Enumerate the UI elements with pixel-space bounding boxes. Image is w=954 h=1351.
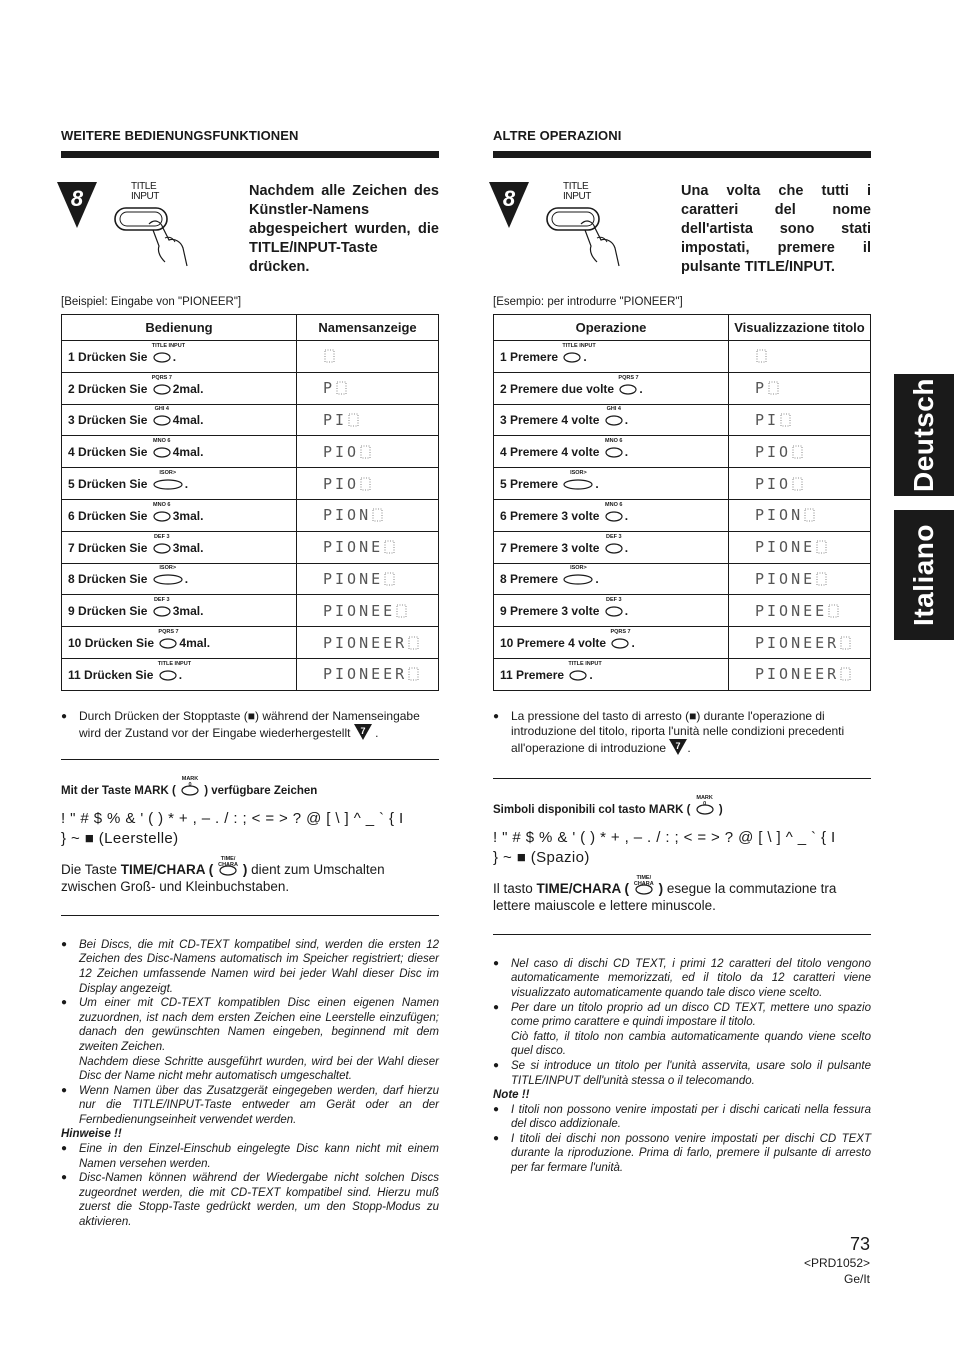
- operation-cell: [62, 531, 297, 563]
- note-item: ● Bei Discs, die mit CD-TEXT kompatibel sind, werden die ersten 12 Zeichen des Disc-Namens automatisch im Speicher registriert; dieser 12 Zeichen umfassende Namen wird bei jeder Wahl dieser Disc im Display angezeigt.: [61, 938, 439, 996]
- example-caption: [Beispiel: Eingabe von "PIONEER"]: [61, 296, 242, 308]
- page-number: 73: [849, 1234, 870, 1254]
- row-suffix: .: [595, 477, 599, 492]
- operation-cell: [62, 595, 297, 627]
- display-cell: [297, 404, 439, 436]
- row-number: 2: [68, 381, 75, 396]
- heavy-rule: [61, 151, 439, 158]
- row-number: 8: [500, 572, 507, 587]
- key-label: GHI 4: [606, 406, 621, 413]
- cursor-blink-icon: [791, 475, 805, 493]
- cursor-blink-icon: [755, 347, 769, 365]
- key-label: DEF 3: [153, 597, 170, 604]
- operation-cell: [494, 404, 729, 436]
- operation-cell: [62, 563, 297, 595]
- icon-label-title: TITLE: [563, 181, 589, 192]
- operation-table: [493, 314, 871, 691]
- operation-cell: [62, 436, 297, 468]
- display-cell: [729, 595, 871, 627]
- table-row: [494, 531, 871, 563]
- cursor-blink-icon: [767, 379, 781, 397]
- time-chara-description: Die Taste TIME/CHARA ( TIME/ CHARA ) dient zum Umschalten zwischen Groß- und Kleinbuchstaben.: [61, 855, 385, 894]
- step-badge-icon: [489, 182, 529, 228]
- display-cell: [297, 499, 439, 531]
- key-label: TITLE INPUT: [151, 342, 186, 349]
- table-row: [62, 341, 439, 373]
- operation-cell: [494, 436, 729, 468]
- row-text: Premere 3 volte: [510, 508, 600, 523]
- lcd-display: P: [755, 379, 768, 398]
- display-cell: [729, 404, 871, 436]
- lcd-display: PIO: [755, 474, 792, 493]
- row-text: Premere due volte: [510, 381, 615, 396]
- lcd-display: PIONEE: [755, 601, 828, 620]
- remote-key-icon: [604, 533, 624, 554]
- row-text: Premere 4 volte: [510, 413, 600, 428]
- svg-text:8: 8: [70, 186, 84, 211]
- remote-key-icon: [152, 470, 184, 490]
- display-cell: [729, 372, 871, 404]
- row-suffix: .: [583, 349, 587, 364]
- lcd-display: PIONE: [323, 538, 384, 557]
- example-caption: [Esempio: per introdurre "PIONEER"]: [493, 296, 683, 308]
- remote-key-icon: [152, 533, 172, 554]
- key-label: PQRS 7: [618, 374, 639, 381]
- lcd-display: PION: [755, 506, 804, 525]
- table-row: [494, 658, 871, 690]
- section-title: WEITERE BEDIENUNGSFUNKTIONEN: [61, 128, 299, 143]
- remote-key-icon: [604, 438, 624, 458]
- row-text: Premere: [510, 572, 559, 587]
- divider: [61, 759, 439, 760]
- page-footer: [804, 1234, 870, 1287]
- operation-cell: [494, 341, 729, 373]
- cursor-blink-icon: [359, 443, 373, 461]
- row-number: 7: [500, 540, 507, 555]
- cursor-blink-icon: [395, 602, 409, 620]
- row-text: Premere: [516, 667, 565, 682]
- row-number: 11: [500, 667, 513, 682]
- cursor-blink-icon: [383, 538, 397, 556]
- lcd-display: PIONE: [323, 569, 384, 588]
- table-row: [62, 595, 439, 627]
- note-item: ● Um einer mit CD-TEXT kompatiblen Disc einen eigenen Namen zuzuordnen, ist nach dem ersten Zeichen eine Leerstelle einzufügen; danach den gewünschten Namen eingeben, beginnend mit dem zweiten Zeichen.: [61, 996, 439, 1054]
- operation-cell: [494, 468, 729, 500]
- row-suffix: .: [184, 572, 189, 587]
- row-text: Drücken Sie: [78, 445, 148, 460]
- row-number: 8: [68, 572, 75, 587]
- key-label: TITLE INPUT: [157, 660, 192, 667]
- table-header: Visualizzazione titolo: [729, 315, 871, 341]
- cursor-blink-icon: [407, 634, 421, 652]
- display-cell: [297, 627, 439, 659]
- table-row: [494, 372, 871, 404]
- language-tab-italiano: Italiano: [894, 510, 954, 640]
- operation-cell: [62, 627, 297, 659]
- key-label: ISOR>: [159, 470, 177, 477]
- table-row: [62, 436, 439, 468]
- key-label: ISOR>: [159, 565, 177, 572]
- mark-key-icon: MARK 0: [695, 801, 715, 815]
- lcd-display: PIO: [323, 474, 360, 493]
- row-text: Drücken Sie: [78, 349, 148, 364]
- icon-label-title: TITLE: [131, 181, 157, 192]
- lcd-display: PIO: [323, 442, 360, 461]
- row-suffix: 3mal.: [172, 540, 204, 555]
- table-header: Operazione: [494, 315, 729, 341]
- cursor-blink-icon: [815, 570, 829, 588]
- lcd-display: PIONEER: [323, 633, 408, 652]
- row-suffix: .: [624, 540, 629, 555]
- step-8: [493, 180, 871, 296]
- remote-key-icon: [562, 565, 594, 585]
- step-8: [61, 180, 439, 296]
- key-label: DEF 3: [153, 533, 170, 540]
- display-cell: [729, 658, 871, 690]
- remote-key-icon: [152, 597, 172, 617]
- operation-cell: [62, 404, 297, 436]
- row-number: 4: [500, 445, 507, 460]
- display-cell: [729, 531, 871, 563]
- remote-key-icon: [604, 501, 624, 522]
- row-text: Premere 3 volte: [510, 604, 600, 619]
- remote-key-icon: [610, 629, 631, 649]
- table-row: [62, 531, 439, 563]
- row-suffix: .: [595, 572, 599, 587]
- key-label: TITLE INPUT: [562, 342, 596, 349]
- row-number: 9: [500, 604, 507, 619]
- display-cell: [729, 468, 871, 500]
- operation-cell: [494, 499, 729, 531]
- cursor-blink-icon: [815, 538, 829, 556]
- divider: [493, 778, 871, 779]
- section-title: ALTRE OPERAZIONI: [493, 128, 622, 143]
- table-row: [494, 499, 871, 531]
- svg-text:7: 7: [360, 725, 366, 736]
- row-suffix: .: [631, 636, 635, 651]
- notes-list: [61, 938, 439, 1230]
- remote-key-icon: [152, 406, 172, 426]
- operation-cell: [62, 499, 297, 531]
- key-label: GHI 4: [154, 406, 169, 413]
- row-text: Drücken Sie: [84, 636, 155, 651]
- table-row: [494, 468, 871, 500]
- table-row: [494, 595, 871, 627]
- column-german: [61, 128, 439, 1230]
- display-cell: [297, 436, 439, 468]
- display-cell: [729, 341, 871, 373]
- row-suffix: 3mal.: [172, 604, 204, 619]
- time-chara-description: Il tasto TIME/CHARA ( TIME/ CHARA ) esegue la commutazione tra lettere maiuscole e lettere minuscole.: [493, 874, 837, 913]
- note-item: ● I titoli non possono venire impostati per i dischi caricati nella fessura del disco addizionale.: [493, 1103, 871, 1132]
- table-row: [62, 372, 439, 404]
- document-code: <PRD1052>: [803, 1256, 870, 1270]
- key-label: DEF 3: [605, 533, 622, 540]
- row-text: Drücken Sie: [78, 540, 148, 555]
- display-cell: [729, 563, 871, 595]
- row-suffix: 4mal.: [179, 636, 211, 651]
- lcd-display: PION: [323, 506, 372, 525]
- mark-key-icon: MARK 0: [180, 782, 200, 796]
- divider: [493, 934, 871, 935]
- display-cell: [729, 499, 871, 531]
- key-label: TITLE INPUT: [568, 660, 602, 667]
- notes-heading: Note !!: [493, 1089, 530, 1102]
- operation-cell: [494, 595, 729, 627]
- remote-key-icon: [158, 629, 179, 649]
- row-text: Drücken Sie: [84, 667, 154, 682]
- row-number: 5: [500, 477, 507, 492]
- row-suffix: .: [624, 445, 629, 460]
- icon-label-input: INPUT: [131, 191, 160, 202]
- remote-key-icon: [568, 660, 602, 681]
- row-text: Premere 4 volte: [516, 636, 607, 651]
- row-number: 1: [68, 349, 75, 364]
- step-ref-icon: [354, 724, 372, 740]
- lcd-display: PIONE: [755, 569, 816, 588]
- row-text: Drücken Sie: [78, 477, 148, 492]
- stop-note: ● La pressione del tasto di arresto (■) durante l'operazione di introduzione del titolo, riporta l'unità nelle condizioni precedenti all'operazione di introduzione 7 .: [493, 709, 871, 756]
- mark-characters: ! " # $ % & ' ( ) * + , – . / : ; < = > ? @ [ \ ] ^ _ ` { I } ~ ■ (Spazio): [493, 828, 836, 866]
- cursor-blink-icon: [839, 634, 853, 652]
- stop-note: ● Durch Drücken der Stopptaste (■) während der Namenseingabe wird der Zustand vor der Eingabe wiederhergestellt 7 .: [61, 709, 439, 741]
- mark-characters: ! " # $ % & ' ( ) * + , – . / : ; < = > ? @ [ \ ] ^ _ ` { I } ~ ■ (Leerstelle): [61, 809, 404, 847]
- remote-key-icon: [604, 406, 624, 426]
- remote-key-icon: [562, 470, 594, 490]
- display-cell: [297, 531, 439, 563]
- row-number: 2: [500, 381, 507, 396]
- note-item: Nachdem diese Schritte ausgeführt wurden, wird bei der Wahl dieser Disc der Name nicht mehr automatisch umgeschaltet.: [79, 1055, 439, 1083]
- cursor-blink-icon: [347, 411, 361, 429]
- key-label: PQRS 7: [610, 629, 631, 636]
- lcd-display: PIONE: [755, 538, 816, 557]
- step-ref-icon: [669, 739, 687, 755]
- operation-cell: [494, 658, 729, 690]
- key-label: DEF 3: [605, 597, 622, 604]
- note-item: ● Se si introduce un titolo per l'unità asservita, usare solo il pulsante TITLE/INPUT dell'unità stessa o il telecomando.: [493, 1059, 871, 1088]
- key-label: PQRS 7: [158, 629, 179, 636]
- step-instruction: Una volta che tutti i caratteri del nome dell'artista sono stati impostati, premere il pulsante TITLE/INPUT.: [681, 183, 871, 275]
- row-text: Drücken Sie: [78, 604, 148, 619]
- display-cell: [297, 563, 439, 595]
- note-item: ● Per dare un titolo proprio ad un disco CD TEXT, mettere uno spazio come primo carattere e quindi impostare il titolo.: [493, 1001, 871, 1030]
- lcd-display: PIO: [755, 442, 792, 461]
- svg-text:7: 7: [675, 740, 681, 751]
- table-row: [494, 341, 871, 373]
- table-row: [62, 627, 439, 659]
- cursor-blink-icon: [407, 665, 421, 683]
- time-chara-key-icon: TIME/ CHARA: [218, 862, 238, 876]
- row-suffix: 2mal.: [172, 381, 204, 396]
- icon-label-input: INPUT: [563, 191, 592, 202]
- display-cell: [729, 627, 871, 659]
- key-label: ISOR>: [570, 470, 587, 477]
- row-number: 6: [500, 508, 507, 523]
- cursor-blink-icon: [803, 506, 817, 524]
- table-row: [62, 499, 439, 531]
- language-code: Ge/It: [843, 1272, 870, 1286]
- row-number: 6: [68, 508, 75, 523]
- table-row: [62, 404, 439, 436]
- step-badge-icon: [57, 182, 97, 228]
- cursor-blink-icon: [371, 506, 385, 524]
- display-cell: [297, 341, 439, 373]
- remote-key-icon: [157, 660, 192, 681]
- row-number: 4: [68, 445, 75, 460]
- row-number: 9: [68, 604, 75, 619]
- remote-key-icon: [152, 565, 184, 585]
- mark-heading: Mit der Taste MARK ( MARK 0 ) verfügbare Zeichen: [61, 775, 318, 797]
- cursor-blink-icon: [383, 570, 397, 588]
- heavy-rule: [493, 151, 871, 158]
- row-suffix: .: [639, 381, 643, 396]
- row-number: 10: [500, 636, 514, 651]
- row-number: 7: [68, 540, 75, 555]
- key-label: MNO 6: [605, 438, 623, 445]
- cursor-blink-icon: [827, 602, 841, 620]
- key-label: MNO 6: [153, 438, 171, 445]
- cursor-blink-icon: [323, 347, 337, 365]
- table-row: [62, 468, 439, 500]
- row-number: 5: [68, 477, 75, 492]
- column-italian: [493, 128, 871, 1176]
- remote-key-icon: [604, 597, 624, 617]
- lcd-display: PIONEER: [755, 665, 840, 684]
- table-row: [494, 404, 871, 436]
- row-number: 1: [500, 349, 507, 364]
- row-text: Drücken Sie: [78, 413, 148, 428]
- row-suffix: 3mal.: [172, 508, 204, 523]
- note-item: ● Disc-Namen können während der Wiedergabe nicht solchen Discs zugeordnet werden, die mit CD-TEXT kompatibel sind. Hierzu muß zuerst die Stopp-Taste gedrückt werden, um den Stopp-Modus zu aktivieren.: [61, 1171, 439, 1229]
- row-text: Drücken Sie: [78, 508, 148, 523]
- cursor-blink-icon: [839, 665, 853, 683]
- lcd-display: PIONEER: [755, 633, 840, 652]
- time-chara-key-icon: TIME/ CHARA: [634, 881, 654, 895]
- row-suffix: .: [178, 667, 183, 682]
- display-cell: [297, 658, 439, 690]
- note-item: ● I titoli dei dischi non possono venire impostati per dischi CD TEXT durante la riproduzione. Prima di farlo, premere il pulsante di arresto per far fermare l'unità.: [493, 1132, 871, 1176]
- title-input-button-hand-icon: [109, 182, 205, 268]
- operation-cell: [494, 563, 729, 595]
- row-suffix: .: [589, 667, 593, 682]
- row-text: Premere 3 volte: [510, 540, 600, 555]
- mark-heading: Simboli disponibili col tasto MARK ( MARK 0 ): [493, 794, 723, 816]
- step-instruction: Nachdem alle Zeichen des Künstler-Namens abgespeichert wurden, die TITLE/INPUT-Taste drücken.: [249, 183, 439, 275]
- lcd-display: P: [323, 379, 336, 398]
- note-item: ● Eine in den Einzel-Einschub eingelegte Disc kann nicht mit einem Namen versehen werden.: [61, 1142, 439, 1171]
- operation-table: [61, 314, 439, 691]
- row-text: Premere 4 volte: [510, 445, 600, 460]
- table-row: [494, 563, 871, 595]
- row-number: 3: [500, 413, 507, 428]
- row-suffix: 4mal.: [172, 445, 204, 460]
- row-suffix: .: [624, 508, 629, 523]
- note-item: ● Wenn Namen über das Zusatzgerät eingegeben werden, darf hierzu nur die TITLE/INPUT-Taste entweder am Gerät oder an der Fernbedienungseinheit verwendet werden.: [61, 1084, 439, 1128]
- row-suffix: .: [172, 349, 177, 364]
- operation-cell: [494, 627, 729, 659]
- row-number: 11: [68, 667, 81, 682]
- remote-key-icon: [152, 438, 172, 458]
- row-text: Premere: [510, 477, 559, 492]
- display-cell: [297, 468, 439, 500]
- operation-cell: [62, 658, 297, 690]
- table-row: [62, 658, 439, 690]
- title-input-button-hand-icon: [541, 182, 637, 268]
- lcd-display: PIONEER: [323, 665, 408, 684]
- table-header: Bedienung: [62, 315, 297, 341]
- cursor-blink-icon: [791, 443, 805, 461]
- remote-key-icon: [562, 342, 596, 363]
- notes-list: [493, 957, 871, 1176]
- operation-cell: [494, 531, 729, 563]
- table-header: Namensanzeige: [297, 315, 439, 341]
- row-number: 10: [68, 636, 82, 651]
- row-text: Premere: [510, 349, 559, 364]
- row-number: 3: [68, 413, 75, 428]
- key-label: MNO 6: [605, 501, 623, 508]
- display-cell: [729, 436, 871, 468]
- language-tab-deutsch: Deutsch: [894, 374, 954, 496]
- operation-cell: [62, 468, 297, 500]
- cursor-blink-icon: [335, 379, 349, 397]
- note-item: Ciò fatto, il titolo non cambia automaticamente quando viene scelto quel disco.: [511, 1030, 871, 1058]
- remote-key-icon: [618, 374, 639, 395]
- svg-text:8: 8: [502, 186, 516, 211]
- row-text: Drücken Sie: [78, 572, 148, 587]
- row-text: Drücken Sie: [78, 381, 148, 396]
- divider: [61, 915, 439, 916]
- row-suffix: .: [624, 413, 629, 428]
- cursor-blink-icon: [779, 411, 793, 429]
- key-label: MNO 6: [153, 501, 171, 508]
- key-label: PQRS 7: [151, 374, 172, 381]
- row-suffix: .: [624, 604, 629, 619]
- operation-cell: [62, 341, 297, 373]
- operation-cell: [62, 372, 297, 404]
- display-cell: [297, 372, 439, 404]
- cursor-blink-icon: [359, 475, 373, 493]
- remote-key-icon: [151, 374, 172, 395]
- table-row: [62, 563, 439, 595]
- lcd-display: PI: [323, 410, 348, 429]
- remote-key-icon: [151, 342, 186, 363]
- lcd-display: PI: [755, 410, 780, 429]
- operation-cell: [494, 372, 729, 404]
- row-suffix: 4mal.: [172, 413, 204, 428]
- note-item: ● Nel caso di dischi CD TEXT, i primi 12 caratteri del titolo vengono automaticamente memorizzati, ed il titolo da 12 caratteri viene visualizzato automaticamente quando tale disco viene scelto.: [493, 957, 871, 1001]
- remote-key-icon: [152, 501, 172, 522]
- lcd-display: PIONEE: [323, 601, 396, 620]
- row-suffix: .: [184, 477, 189, 492]
- notes-heading: Hinweise !!: [61, 1128, 122, 1141]
- key-label: ISOR>: [570, 565, 587, 572]
- display-cell: [297, 595, 439, 627]
- table-row: [494, 627, 871, 659]
- table-row: [494, 436, 871, 468]
